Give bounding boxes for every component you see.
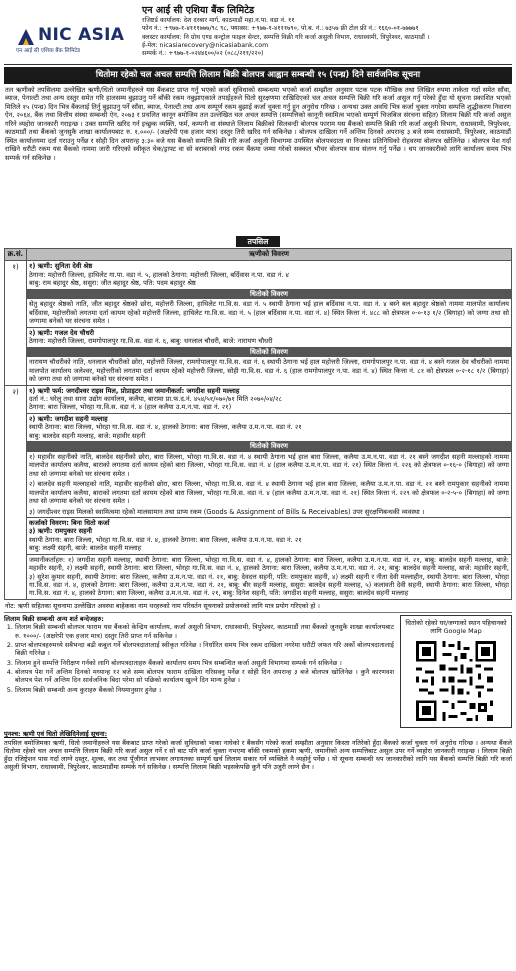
table-header-row bbox=[5, 249, 512, 261]
logo-text: NIC ASIA bbox=[38, 25, 125, 45]
schedule-label: तपसिल bbox=[236, 236, 281, 248]
collateral-item: १) महावीर सहनीको नाति, बालदेव सहनीको छोरा, बारा जिल्ला, भोरहा गा.वि.स. वडा नं. ४ स्थायी ठेगाना भई हाल बारा जिल्ला, कलैया उ.म.न.पा. वडा नं. २१ बस्ने जगदीश सहनी मल्लाहको नाममा मालपोत कार्यालय कलैया, बाराको लगतमा दर्ता कायम रहेको बारा जिल्ला, भोरहा गा.वि.स. वडा नं. ४ (हाल कलैया उ.म.न.पा. वडा नं. २१) स्थित कित्ता नं. २२६ को क्षेत्रफल ०-१६-० (बिगाहा) को जग्गा तथा सो जग्गामा बनेको घर संरचना समेत । bbox=[29, 452, 509, 478]
notice-title: धितोमा रहेको चल अचल सम्पत्ति लिलाम बिक्री बोलपत्र आह्वान सम्बन्धी १५ (पन्ध्र) दिने सार्वजनिक सूचना bbox=[4, 67, 512, 84]
guarantors-text: जमानीकर्ताहरु: १) जगदीश सहनी मल्लाह, स्थायी ठेगाना: बारा जिल्ला, भोरहा गा.वि.स. वडा नं. ४, हालको ठेगाना: बारा जिल्ला, कलैया उ.म.न.पा. वडा नं. २१, बाबु: बालदेव सहनी मल्लाह, बाजे: महावीर सहनी, २) लक्ष्मी सहनी, स्थायी ठेगाना: बारा जिल्ला, भोरहा गा.वि.स. वडा नं. ४, हालको ठेगाना: बारा जिल्ला, कलैया उ.म.न.पा. वडा नं. २१, बाबु: बालदेव सहनी मल्लाह, बाजे: महावीर सहनी, ३) सुरेश कुमार सहनी, स्थायी ठेगाना: बारा जिल्ला, कलैया उ.म.न.पा. वडा नं. २१, बाबु: देवदत्त सहनी, पति: रामपुकार सहनी, ४) लक्ष्मी सहनी र नीता देवी मल्लाहीन, स्थायी ठेगाना: बारा जिल्ला, भोरहा गा.वि.स. वडा नं. ४, हालको ठेगाना: बारा जिल्ला, कलैया उ.म.न.पा. वडा नं. २१, बाबु: बीर सहनी मल्लाह, ससुरा: बालदेव सहनी मल्लाह, ५) कलावती देवी सहनी, स्थायी ठेगाना: बारा जिल्ला, भोरहा गा.वि.स. वडा नं. ४, हालको ठेगाना: बारा जिल्ला, कलैया उ.म.न.पा. वडा नं. २१, बाबु: दिनेश सहनी, पति: जगदीश सहनी मल्लाह, ससुरा: बालदेव सहनी मल्लाह bbox=[29, 555, 509, 598]
borrower-line: स्थायी ठेगाना: बारा जिल्ला, भोरहा गा.वि.स. वडा नं. ४, हालको ठेगाना: बारा जिल्ला, कलैया उ.म.न.पा. वडा नं. २१ bbox=[29, 535, 302, 544]
table-row bbox=[5, 261, 512, 385]
details-header: ऋणीको विवरण bbox=[27, 249, 512, 261]
collateral-item: २) बालदेव सहनी मल्लाहको नाति, महावीर सहनीको छोरा, बारा जिल्ला, भोरहा गा.वि.स. वडा नं. ४ स्थायी ठेगाना भई हाल बारा जिल्ला, कलैया उ.म.न.पा. वडा नं. २१ बस्ने रामपुकार सहनीको नाममा मालपोत कार्यालय कलैया, बाराको लगतमा दर्ता कायम रहेको बारा जिल्ला, भोरहा गा.वि.स. वडा नं. ४ (हाल कलैया उ.म.न.पा. वडा नं. २१) स्थित कित्ता नं. २२९ को क्षेत्रफल ०-२-५-० (बिगाहा) को जग्गा तथा सो जग्गामा बनेको घर संरचना समेत । bbox=[29, 480, 509, 506]
header-line: फोन नं.: +९७७-१-४१११७७७/९८ ९८, फ्याक्स: +९७७-१-४१११७९०, पो.ब. नं.: ७३५७ फ्री टोल फ्री नं.: १६६०-०१-७७७७१ bbox=[142, 25, 419, 33]
footer-heading: पुनश्च: ऋणी एवं धितो लेखिदिनेलाई सूचना: bbox=[4, 730, 108, 739]
entry-cell bbox=[27, 261, 512, 385]
borrower-line: ठेगाना: महोत्तरी जिल्ला, रामगोपालपुर गा.वि.स. वडा नं. ६, बाबु: धनलाल चौधरी, बाजे: नारायण चौधरी bbox=[29, 337, 273, 346]
borrower-block bbox=[27, 261, 511, 288]
bank-header bbox=[4, 3, 512, 65]
google-map-box bbox=[400, 615, 512, 728]
logo-tagline: एन आई सी एशिया बैंक लिमिटेड bbox=[16, 47, 81, 54]
borrower-line: ठेगाना: महोत्तरी जिल्ला, हाथिलेट गा.पा. वडा नं. ५, हालको ठेगाना: महोत्तरी जिल्ला, बर्दिवास न.पा. वडा नं. ४ bbox=[29, 270, 289, 279]
borrower-title: ३) ऋणी: रामपुकार सहनी bbox=[29, 527, 92, 536]
footnote: नोट: ऋणी सहितका सूचनामा उल्लेखित अवस्था बाहेकका नाम थरहरुको नाम परिवर्तन सूचनाको प्रयोजनको लागि मात्र प्रयोग गरिएको हो । bbox=[4, 600, 512, 613]
borrower-line: ठेगाना: बारा जिल्ला, भोरहा गा.वि.स. वडा नं. ४ (हाल कलैया उ.म.न.पा. वडा नं. २१) bbox=[29, 403, 232, 412]
loan-type-title: कर्जाको विवरण: बिना धितो कर्जा bbox=[29, 518, 110, 527]
bank-logo bbox=[4, 3, 132, 64]
list-item: 5. लिलाम बिक्री सम्बन्धी अन्य कुराहरु बैंकको नियमानुसार हुनेछ । bbox=[15, 686, 394, 694]
collateral-text: सेतु बहादुर श्रेष्ठको नाति, जीत बहादुर श्रेष्ठको छोरा, महोत्तरी जिल्ला, हाथिलेट गा.वि.स. वडा नं. ५ स्थायी ठेगाना भई हाल बर्दिवास न.पा. वडा नं. ४ बस्ने बल बहादुर श्रेष्ठको नाममा मालपोत कार्यालय बर्दिवास, महोत्तरीको लगतमा दर्ता कायम रहेको महोत्तरी जिल्ला, हाथिलेट गा.वि.स. वडा नं. ५ (हाल बर्दिवास न.पा. वडा नं. ४) स्थित कित्ता नं. ४८८ को क्षेत्रफल ०-०-१३ १/२ (बिगाहा) को जग्गा तथा सो जग्गामा बनेको घर संरचना समेत । bbox=[29, 300, 509, 326]
footer-text: तपसिल बमोजिमका ऋणी, धितो जमानीहरुले यस बैंकबाट प्राप्त गरेको कर्जा सुविधाको भाका नाघेको र बैंकसँग गरेको कर्जा सम्झौता अनुसार किस्ता नतिरेको हुँदा बैंकको कर्जा चुक्ता गर्न अनुरोध गरिन्छ । अन्यथा बैंकले धितोमा रहेको चल अचल सम्पत्ति लिलाम बिक्री गरि कर्जा असुल गर्ने र सो बाट पनि कर्जा चुक्ता नभएमा बाँकी रकमको हकमा ऋणी, जमानीको अन्य सम्पत्तिबाट असुल उपर गर्ने व्यहोरा जानकारी गराइन्छ । लिलाम बिक्री हुँदा रजिष्ट्रेशन पास गर्दा लाग्ने दस्तुर, शुल्क, कर तथा पूँजीगत लाभकर लगायतका सम्पूर्ण खर्च लिलाम सकार गर्ने व्यक्तिले नै व्यहोर्नु पर्नेछ । यो सूचना सम्बन्धी थप जानकारीको लागि यस बैंकको सम्पत्ति बिक्री गरि कर्जा असुली विभाग, राधास्वामी, त्रिपुरेश्वर, काठमाडौंमा सम्पर्क गर्न सकिनेछ । सम्पत्ति लिलाम बिक्री भइसकेपछि कुनै पनि उजुरी लाग्ने छैन । bbox=[4, 738, 512, 772]
row-number: २) bbox=[5, 385, 27, 599]
borrower-line: बाबु: बालदेव सहनी मल्लाह, बाजे: महावीर सहनी bbox=[29, 431, 146, 440]
collateral-heading: धितोको विवरण bbox=[27, 347, 511, 358]
list-item: 1. लिलाम बिक्री सम्बन्धी बोलपत्र फाराम यस बैंकको केन्द्रिय कार्यालय, कर्जा असुली विभाग, राधास्वामी, त्रिपुरेश्वर, काठमाडौं तथा बैंकको जुनसुकै शाखा कार्यालयबाट रु. १०००/- (अक्षरेपी एक हजार मात्र) दस्तुर तिरी प्राप्त गर्न सकिनेछ । bbox=[15, 623, 394, 640]
borrower-title: २) ऋणी: गजल देव चौधरी bbox=[29, 328, 94, 337]
terms-block bbox=[4, 615, 400, 728]
entry-cell bbox=[27, 385, 512, 599]
borrower-line: स्थायी ठेगाना: बारा जिल्ला, भोरहा गा.वि.स. वडा नं. ४, हालको ठेगाना: बारा जिल्ला, कलैया उ.म.न.पा. वडा नं. २१ bbox=[29, 423, 302, 432]
map-box-title: धितोको रहेको घर/जग्गाको स्थान पहिचानको लागि Google Map bbox=[405, 619, 507, 636]
qr-code-icon[interactable] bbox=[413, 638, 499, 724]
bank-name: एन आई सी एशिया बैंक लिमिटेड bbox=[142, 5, 255, 16]
borrower-title: १) ऋणी फर्म: जगदीश्वर राइस मिल, प्रोप्राइटर तथा जमानीकर्ता: जगदीश सहनी मल्लाह bbox=[29, 386, 240, 395]
list-item: 4. बोलपत्र पेश गर्ने अन्तिम दिनको मध्यान्ह १२ बजे सम्म बोलपत्र फाराम दाखिला गरिसक्नु पर्नेछ र सोही दिन अपरान्ह ३ बजे बोलपत्र खोलिनेछ । कुनै कारणवश बोलपत्र पेश गर्ने अन्तिम दिन सार्वजनिक बिदा परेमा सो पछिको कार्यालय खुल्ने दिन मान्य हुनेछ । bbox=[15, 668, 394, 685]
borrower-block bbox=[27, 327, 511, 347]
collateral-item: ३) जगदीश्वर राइस मिलको स्वामित्वमा रहेको मालसामान तथा प्राप्य रकम (Goods & Assignment of Bills & Receivables) उपर सुरक्षणिबन्धकी व्यवस्था । bbox=[29, 507, 425, 516]
borrower-title: १) ऋणी: सुनिता देवी श्रेष्ठ bbox=[29, 262, 93, 271]
collateral-text: नारायण चौधरीको नाति, धनलाल चौधरीको छोरा, महोत्तरी जिल्ला, रामगोपालपुर गा.वि.स. वडा नं. ६ स्थायी ठेगाना भई हाल महोत्तरी जिल्ला, रामगोपालपुर न.पा. वडा नं. ४ बस्ने गजल देव चौधरीको नाममा मालपोत कार्यालय जलेश्वर, महोत्तरीको लगतमा दर्ता कायम रहेको महोत्तरी जिल्ला, सोही गा.वि.स. वडा नं. ६ (हाल रामगोपालपुर न.पा. वडा नं. ४) स्थित कित्ता नं. ८१ को क्षेत्रफल ०-२-१८ १/२ (बिगाहा) को जग्गा तथा सो जग्गामा बनेको घर संरचना समेत । bbox=[29, 358, 509, 384]
borrower-title: २) ऋणी: जगदीश सहनी मल्लाह bbox=[29, 414, 108, 423]
borrower-block bbox=[27, 386, 511, 413]
intro-paragraph: तल ऋणीको तपसिलमा उल्लेखित ऋणी/धितो जमानीहरुले यस बैंकबाट प्राप्त गर्नु भएको कर्जा सुविधाको सम्बन्धमा भएको कर्जा सम्झौता अनुसार पटक पटक मौखिक तथा लिखित रुपमा ताकेता गर्दा समेत साँवा, ब्याज, पेनाल्टी तथा अन्य दस्तुर समेत गरि हालसम्म बुझाउनु पर्ने बाँकी रकम नबुझाएकाले तपाईहरुले धितो सुरक्षणमा राखिदिएको चल अचल सम्पत्ति बिक्री गरि कर्जा असुल गर्नु परेको हुँदा यो सूचना प्रकाशित भएको मितिले १५ (पन्ध्र) दिन भित्र बैंकलाई तिर्नु बुझाउनु पर्ने साँवा, ब्याज, पेनाल्टी तथा अन्य सम्पूर्ण रकम बुझाई कर्जा चुक्ता गर्नु हुन अनुरोध गरिन्छ । अन्यथा उक्त अवधि भित्र कर्जा चुक्ता नगरेमा सम्पत्ति शुद्धीकरण निवारण ऐन, २०६४, बैंक तथा वित्तीय संस्था सम्बन्धी ऐन, २०७३ र प्रचलित कानून बमोजिम तल उल्लेखित चल अचल सम्पत्ति (सम्पत्तिको कानूनी स्वामित्व भएको सम्पूर्ण चिजबिज संरचना सहित) लिलाम बिक्री गरि कर्जा असुल गरिने व्यहोरा जानकारी गराइन्छ । उक्त सम्पत्ति खरिद गर्न इच्छुक व्यक्ति, फर्म, कम्पनी वा संस्थाले लिलाम बिक्रीको सिलबन्दी बोलपत्र फाराम यस बैंकको सम्पत्ति बिक्री गरि कर्जा असुली विभाग, राधास्वामी, त्रिपुरेश्वर, काठमाडौं तथा बैंकको जुनसुकै शाखा कार्यालयबाट रु. १,०००/- (अक्षरेपी एक हजार मात्र) दस्तुर तिरी खरिद गर्न सकिनेछ । बोलपत्र दाखिला गर्ने अन्तिम दिनको अपरान्ह ३ बजे सम्म राधास्वामी, त्रिपुरेश्वर, काठमाडौं स्थित कार्यालयमा दर्ता गराउनु पर्नेछ र सोही दिन अपरान्ह ३:३० बजे यस बैंकको सम्पत्ति बिक्री गरि कर्जा असुली विभागमा उपस्थित बोलपत्रदाता वा निजका प्रतिनिधिको रोहवरमा बोलपत्र खोलिनेछ । बोलपत्र पेश गर्दा राखिने धरौटी रकम यस बैंकको नाममा जारी गरिएको स्वीकृत चेक/ड्राफ्ट वा सो बराबरको नगद रकम बैंकमा जम्मा गरेको सक्कल भौचर बोलपत्र साथ संलग्न गर्नु पर्नेछ । थप जानकारीको लागि कार्यालय समय भित्र सम्पर्क गर्न सकिनेछ । bbox=[5, 85, 511, 162]
borrower-line: बाबु: राम बहादुर श्रेष्ठ, ससुरा: जीत बहादुर श्रेष्ठ, पति: पदम बहादुर श्रेष्ठ bbox=[29, 279, 196, 288]
bank-contact-block bbox=[132, 3, 512, 64]
schedule-title bbox=[4, 236, 512, 248]
borrower-block bbox=[27, 517, 511, 554]
borrower-line: बाबु: लक्ष्मी सहनी, बाजे: बालदेव सहनी मल्लाह bbox=[29, 544, 142, 553]
row-number: १) bbox=[5, 261, 27, 385]
nic-asia-logo-icon bbox=[16, 27, 36, 47]
collateral-heading: धितोको विवरण bbox=[27, 289, 511, 300]
terms-section bbox=[4, 615, 512, 728]
header-line: ई-मेल: nicasiarecovery@nicasiabank.com bbox=[142, 42, 269, 50]
terms-heading: लिलाम बिक्री सम्बन्धी अन्य शर्त बन्देजहरु: bbox=[4, 615, 104, 624]
sn-header: क्र.सं. bbox=[5, 249, 27, 261]
footer-notice bbox=[4, 730, 512, 771]
borrower-block bbox=[27, 413, 511, 441]
table-row bbox=[5, 385, 512, 599]
list-item: 2. प्राप्त बोलपत्रहरुमध्ये सबैभन्दा बढी कबुल गर्ने बोलपत्रदातालाई स्वीकृत गरिनेछ । निर्धारित समय भित्र रकम दाखिला नगरेमा धरौटी जफत गरि अर्को बोलपत्रदातालाई बिक्री गरिनेछ । bbox=[15, 641, 394, 658]
terms-list bbox=[4, 623, 394, 694]
header-line: क्लस्टर कार्यालय: नि ग्रोथ एण्ड कन्ट्रोल फाइल सेन्टर, सम्पत्ति विक्री गरि कर्जा असुली विभाग, राधास्वामी, त्रिपुरेश्वर, काठमाडौं । bbox=[142, 33, 430, 41]
header-line: रजिष्टर्ड कार्यालय: देश दरबार मार्ग, काठमाडौं महा.न.पा. वडा नं. ११ bbox=[142, 17, 295, 25]
collateral-heading: धितोको विवरण bbox=[27, 441, 511, 452]
borrower-line: दर्ता नं.: घरेलु तथा साना उद्योग कार्यालय, कलैया, बारामा प्रा.फ.द.नं. ४५४/५१/०७०/७१ मिति २०७०/०४/२८ bbox=[29, 395, 282, 404]
header-line: सम्पर्क नं.: +९७७-१-०२४४६००/०२ (०८८/२११/२२०) bbox=[142, 50, 264, 58]
list-item: 3. लिलाम हुने सम्पत्ति निरीक्षण गर्नको लागि बोलपत्रदाताहरु बैंकको कार्यालय समय भित्र सम्बन्धित कर्जा असुली विभागमा सम्पर्क गर्न सकिनेछ । bbox=[15, 659, 394, 667]
schedule-table bbox=[4, 248, 512, 599]
